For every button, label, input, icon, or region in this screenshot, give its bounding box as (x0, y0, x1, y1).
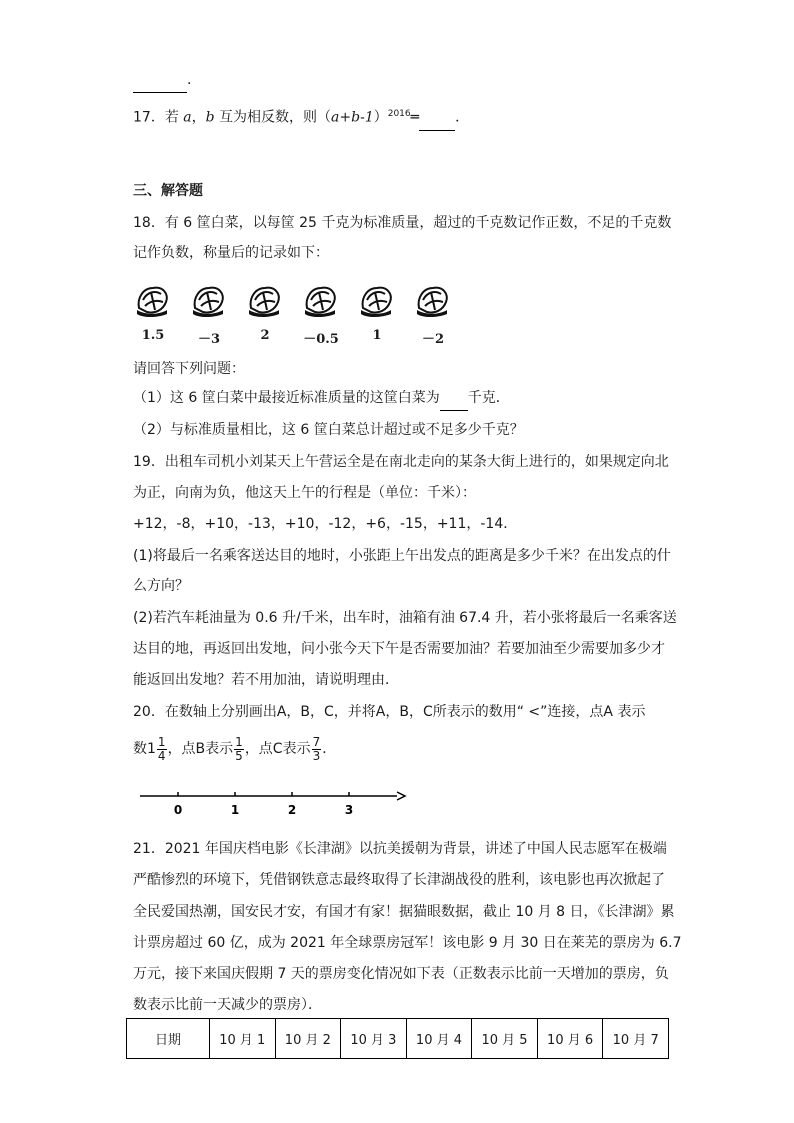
basket-value: 1 (372, 328, 382, 343)
q18-line-2: 记作负数，称量后的记录如下： (133, 245, 329, 261)
table-header-cell: 日期 (127, 1019, 210, 1059)
tick-label: 0 (173, 803, 183, 817)
cabbage-icon (189, 280, 229, 320)
box-office-table (126, 1018, 669, 1059)
cabbage-icon (413, 280, 453, 320)
fraction-c (312, 736, 322, 763)
q19-part-2b: 达目的地，再返回出发地，问小张今天下午是否需要加油？若要加油至少需要加多少才 (133, 641, 665, 657)
q21-line-1: 21．2021 年国庆档电影《长津湖》以抗美援朝为背景，讲述了中国人民志愿军在极端 (133, 841, 667, 857)
q18-sub1-unit: 千克． (467, 390, 510, 406)
question-17 (133, 104, 469, 131)
q17-equals: ═ (410, 109, 420, 126)
q18-sub1-text: （1）这 6 筐白菜中最接近标准质量的这筐白菜为 (133, 390, 440, 406)
table-row (127, 1019, 669, 1059)
basket-value: －3 (197, 332, 221, 347)
q17-close: ） (373, 109, 388, 126)
fraction-denominator: 4 (157, 748, 166, 763)
q17-expr: a+b-1 (331, 109, 374, 126)
table-cell: 10 月 7 (603, 1019, 669, 1059)
q20-line-1: 20．在数轴上分别画出A，B，C，并将A，B，C所表示的数用“ <”连接，点A 表示 (133, 704, 646, 720)
q17-var-b: b (205, 109, 215, 126)
q19-part-2a: (2)若汽车耗油量为 0.6 升/千米，出车时，油箱有油 67.4 升，若小张将最后一名乘客送 (133, 610, 677, 626)
cabbage-icon (245, 280, 285, 320)
table-cell: 10 月 6 (537, 1019, 603, 1059)
table-cell: 10 月 4 (406, 1019, 472, 1059)
basket-value: －2 (421, 332, 445, 347)
basket-value: －0.5 (303, 332, 339, 347)
q21-line-6: 数表示比前一天减少的票房）． (133, 997, 322, 1013)
q20-prefix: 数 (133, 741, 147, 757)
q20-mid-2: ，点C表示 (244, 741, 311, 757)
section-heading: 三、解答题 (133, 183, 203, 199)
tick-label: 2 (287, 803, 297, 817)
q17-prefix: 17．若 (133, 109, 184, 126)
fraction-numerator: 1 (157, 734, 166, 749)
q19-line-2: 为正，向南为负，他这天上午的行程是（单位：千米）： (133, 485, 476, 501)
q19-part-1b: 么方向？ (133, 578, 189, 594)
answer-blank (419, 110, 455, 131)
q18-sub-2: （2）与标准质量相比，这 6 筐白菜总计超过或不足多少千克？ (133, 422, 524, 438)
table-cell: 10 月 3 (341, 1019, 407, 1059)
q17-sep: ， (191, 109, 206, 126)
basket-value: 1.5 (141, 328, 165, 343)
q17-exponent: 2016 (387, 109, 411, 119)
q20-end: ． (322, 741, 337, 757)
q18-line-1: 18．有 6 筐白菜，以每筐 25 千克为标准质量，超过的千克数记作正数，不足的千克数 (133, 215, 672, 231)
q18-sub-1 (133, 388, 510, 411)
answer-blank (133, 72, 187, 93)
tick-label: 1 (230, 803, 240, 817)
fraction-denominator: 5 (235, 748, 243, 763)
answer-blank (440, 390, 468, 411)
q21-line-2: 严酷惨烈的环境下，凭借钢铁意志最终取得了长津湖战役的胜利，该电影也再次掀起了 (133, 872, 665, 888)
table-cell: 10 月 2 (275, 1019, 341, 1059)
q21-line-5: 万元，接下来国庆假期 7 天的票房变化情况如下表（正数表示比前一天增加的票房，负 (133, 966, 669, 982)
fraction-b (234, 736, 244, 763)
number-line-axis (135, 780, 415, 820)
basket-value: 2 (260, 328, 270, 343)
fraction-numerator: 7 (312, 734, 321, 749)
cabbage-icon (133, 280, 173, 320)
q21-line-4: 计票房超过 60 亿，成为 2021 年全球票房冠军！该电影 9 月 30 日在莱芜的票房为 6.7 (133, 935, 682, 951)
table-cell: 10 月 5 (472, 1019, 538, 1059)
q20-line-2 (133, 734, 336, 764)
q19-line-1: 19．出租车司机小刘某天上午营运全是在南北走向的某条大街上进行的，如果规定向北 (133, 454, 669, 470)
number-line (135, 780, 415, 820)
q20-whole: 1 (147, 741, 156, 757)
q18-prompt: 请回答下列问题： (133, 361, 245, 377)
q16-period: . (187, 72, 192, 88)
fraction-a (157, 736, 167, 763)
cabbage-row (133, 280, 463, 350)
cabbage-icon (301, 280, 341, 320)
table-cell: 10 月 1 (210, 1019, 276, 1059)
q19-line-3: +12，-8，+10，-13，+10，-12，+6，-15，+11，-14． (133, 516, 518, 532)
q20-mid-1: ，点B表示 (167, 741, 234, 757)
q17-mid: 互为相反数，则（ (214, 109, 332, 126)
fraction-denominator: 3 (312, 748, 321, 763)
cabbage-icon (357, 280, 397, 320)
q17-end: ． (455, 109, 470, 126)
q16-answer-line (133, 70, 191, 93)
q17-var-a: a (183, 109, 192, 126)
q19-part-1a: (1)将最后一名乘客送达目的地时，小张距上午出发点的距离是多少千米？在出发点的什 (133, 548, 671, 564)
q21-line-3: 全民爱国热潮，国安民才安，有国才有家！据猫眼数据，截止 10 月 8 日，《长津湖》累 (133, 904, 675, 920)
tick-label: 3 (344, 803, 354, 817)
q19-part-2c: 能返回出发地？若不用加油，请说明理由． (133, 672, 399, 688)
fraction-numerator: 1 (235, 734, 243, 749)
